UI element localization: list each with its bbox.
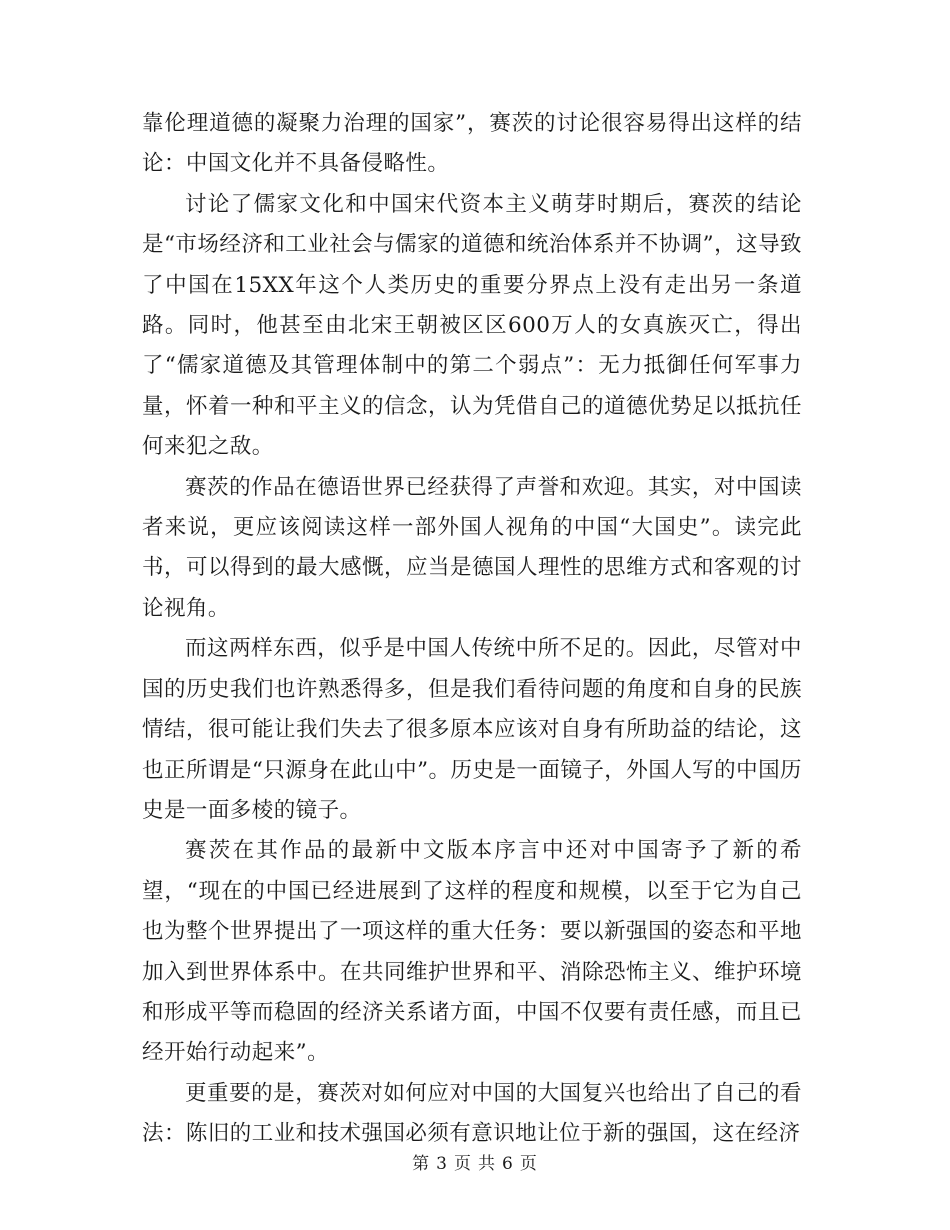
footer-total-word: 共 xyxy=(478,1154,496,1174)
footer-suffix: 页 xyxy=(519,1154,538,1174)
paragraph: 赛茨的作品在德语世界已经获得了声誉和欢迎。其实，对中国读者来说，更应该阅读这样一部外国人视角的中国“大国史”。读完此书，可以得到的最大感慨，应当是德国人理性的思维方式和客观的讨论视角。 xyxy=(142,474,802,621)
footer-prefix: 第 xyxy=(412,1154,431,1174)
footer-page-word: 页 xyxy=(454,1154,472,1174)
page-footer xyxy=(0,1152,950,1176)
paragraph-continued: 靠伦理道德的凝聚力治理的国家”，赛茨的讨论很容易得出这样的结论：中国文化并不具备侵略性。 xyxy=(142,111,802,177)
footer-total-pages: 6 xyxy=(502,1154,514,1174)
paragraph: 赛茨在其作品的最新中文版本序言中还对中国寄予了新的希望，“现在的中国已经进展到了这样的程度和规模，以至于它为自己也为整个世界提出了一项这样的重大任务：要以新强国的姿态和平地加入到世界体系中。在共同维护世界和平、消除恐怖主义、维护环境和形成平等而稳固的经济关系诸方面，中国不仅要有责任感，而且已经开始行动起来”。 xyxy=(142,838,802,1066)
paragraph: 讨论了儒家文化和中国宋代资本主义萌芽时期后，赛茨的结论是“市场经济和工业社会与儒家的道德和统治体系并不协调”，这导致了中国在15XX年这个人类历史的重要分界点上没有走出另一条道路。同时，他甚至由北宋王朝被区区600万人的女真族灭亡，得出了“儒家道德及其管理体制中的第二个弱点”：无力抵御任何军事力量，怀着一种和平主义的信念，认为凭借自己的道德优势足以抵抗任何来犯之敌。 xyxy=(142,191,802,460)
body-text xyxy=(142,104,802,1155)
paragraph: 更重要的是，赛茨对如何应对中国的大国复兴也给出了自己的看法：陈旧的工业和技术强国必须有意识地让位于新的强国，这在经济 xyxy=(142,1080,802,1147)
paragraph: 而这两样东西，似乎是中国人传统中所不足的。因此，尽管对中国的历史我们也许熟悉得多，但是我们看待问题的角度和自身的民族情结，很可能让我们失去了很多原本应该对自身有所助益的结论，这也正所谓是“只源身在此山中”。历史是一面镜子，外国人写的中国历史是一面多棱的镜子。 xyxy=(142,636,802,823)
footer-page-number: 3 xyxy=(436,1154,448,1174)
